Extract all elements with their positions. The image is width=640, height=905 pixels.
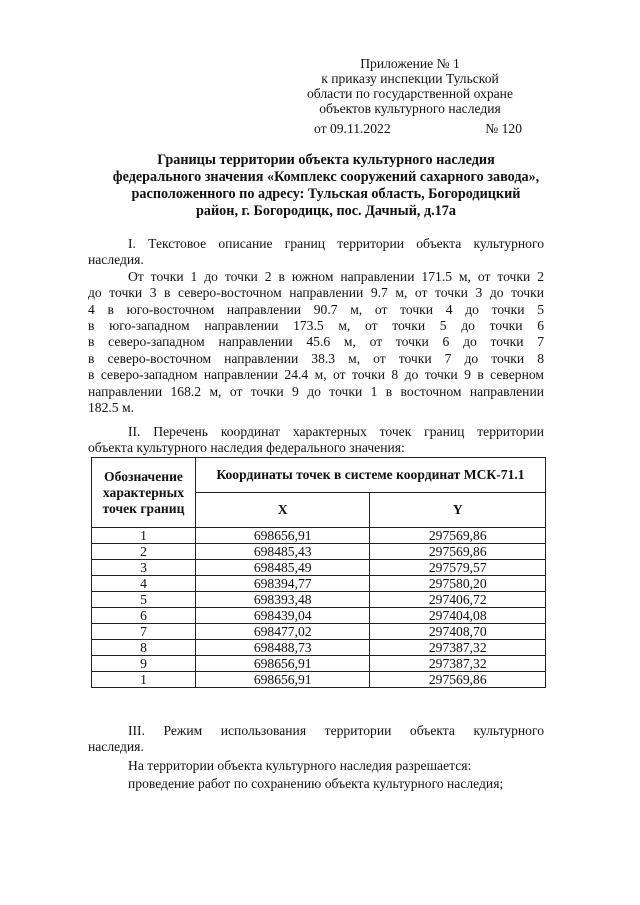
boundary-description-line: в северо-западном направлении 24.4 м, от точки 8 до точки 9 в северном (88, 367, 544, 383)
annex-title: Приложение № 1 (360, 56, 460, 71)
table-row (92, 640, 546, 656)
y-coordinate-cell: 297406,72 (370, 592, 546, 608)
y-coordinate-cell: 297569,86 (370, 544, 546, 560)
document-title (92, 152, 560, 220)
point-cell: 3 (92, 560, 196, 576)
table-row (92, 672, 546, 688)
x-coordinate-cell: 698485,49 (195, 560, 370, 576)
y-coordinate-cell: 297404,08 (370, 608, 546, 624)
point-cell: 1 (92, 528, 196, 544)
title-line-3: расположенного по адресу: Тульская область, Богородицкий (131, 186, 521, 202)
point-cell: 7 (92, 624, 196, 640)
coordinates-table-body (92, 528, 546, 688)
table-row (92, 576, 546, 592)
y-coordinate-cell: 297569,86 (370, 528, 546, 544)
table-row (92, 656, 546, 672)
boundary-description-line: в юго-западном направлении 173.5 м, от точки 5 до точки 6 (88, 318, 544, 334)
x-coordinate-cell: 698439,04 (195, 608, 370, 624)
annex-heritage-line: объектов культурного наследия (319, 101, 501, 116)
annex-order-line: к приказу инспекции Тульской (321, 71, 499, 86)
y-coordinate-cell: 297408,70 (370, 624, 546, 640)
permitted-intro: На территории объекта культурного наследия разрешается: (128, 757, 472, 773)
y-coordinate-cell: 297569,86 (370, 672, 546, 688)
y-coordinate-cell: 297387,32 (370, 656, 546, 672)
section-3-heading: III. Режим использования территории объекта культурного (128, 723, 544, 738)
boundary-description-line: 4 в юго-восточном направлении 90.7 м, от точки 4 до точки 5 (88, 301, 544, 317)
title-line-1: Границы территории объекта культурного наследия (157, 152, 495, 168)
coordinates-header: Координаты точек в системе координат МСК-71.1 (195, 458, 545, 493)
boundary-description-line: 182.5 м. (88, 400, 134, 416)
point-cell: 8 (92, 640, 196, 656)
boundary-description-line: в северо-восточном направлении 38.3 м, от точки 7 до точки 8 (88, 350, 544, 366)
point-cell: 4 (92, 576, 196, 592)
section-2-text (88, 424, 544, 457)
boundary-description-line: направлении 168.2 м, от точки 9 до точки 1 в восточном направлении (88, 383, 544, 399)
annex-date: от 09.11.2022 (314, 121, 391, 136)
x-coordinate-cell: 698485,43 (195, 544, 370, 560)
y-coordinate-cell: 297579,57 (370, 560, 546, 576)
table-row (92, 560, 546, 576)
annex-authority-line: области по государственной охране (307, 86, 513, 101)
designation-header: Обозначение характерных точек границ (92, 458, 196, 528)
x-coordinate-cell: 698656,91 (195, 672, 370, 688)
table-row (92, 544, 546, 560)
y-coordinate-cell: 297387,32 (370, 640, 546, 656)
table-row (92, 608, 546, 624)
section-3-heading-cont: наследия. (88, 739, 144, 755)
section-2-heading-cont: объекта культурного наследия федерального значения: (88, 440, 405, 456)
permitted-item: проведение работ по сохранению объекта культурного наследия; (128, 776, 504, 792)
section-3-text (88, 723, 544, 793)
section-1-text (88, 236, 544, 416)
x-coordinate-cell: 698656,91 (195, 528, 370, 544)
y-coordinate-cell: 297580,20 (370, 576, 546, 592)
boundary-description-line: в северо-западном направлении 45.6 м, от точки 6 до точки 7 (88, 334, 544, 350)
title-line-4: район, г. Богородицк, пос. Дачный, д.17а (196, 203, 456, 219)
x-coordinate-cell: 698393,48 (195, 592, 370, 608)
point-cell: 6 (92, 608, 196, 624)
x-coordinate-cell: 698477,02 (195, 624, 370, 640)
point-cell: 9 (92, 656, 196, 672)
annex-number: № 120 (485, 121, 522, 136)
title-line-2: федерального значения «Комплекс сооружений сахарного завода», (112, 169, 540, 185)
coordinates-table (91, 457, 546, 688)
section-2-heading: II. Перечень координат характерных точек границ территории (128, 424, 544, 439)
point-cell: 1 (92, 672, 196, 688)
table-row (92, 528, 546, 544)
x-coordinate-cell: 698488,73 (195, 640, 370, 656)
point-cell: 5 (92, 592, 196, 608)
x-header: X (195, 493, 370, 528)
annex-header (292, 56, 528, 116)
section-1-heading: I. Текстовое описание границ территории объекта культурного (128, 236, 544, 251)
boundary-description-line: до точки 3 в северо-восточном направлении 9.7 м, от точки 3 до точки (88, 285, 544, 301)
boundary-description-line: От точки 1 до точки 2 в южном направлении 171.5 м, от точки 2 (128, 268, 544, 284)
section-1-heading-cont: наследия. (88, 252, 144, 268)
x-coordinate-cell: 698656,91 (195, 656, 370, 672)
x-coordinate-cell: 698394,77 (195, 576, 370, 592)
table-row (92, 624, 546, 640)
y-header: Y (370, 493, 546, 528)
table-row (92, 592, 546, 608)
point-cell: 2 (92, 544, 196, 560)
